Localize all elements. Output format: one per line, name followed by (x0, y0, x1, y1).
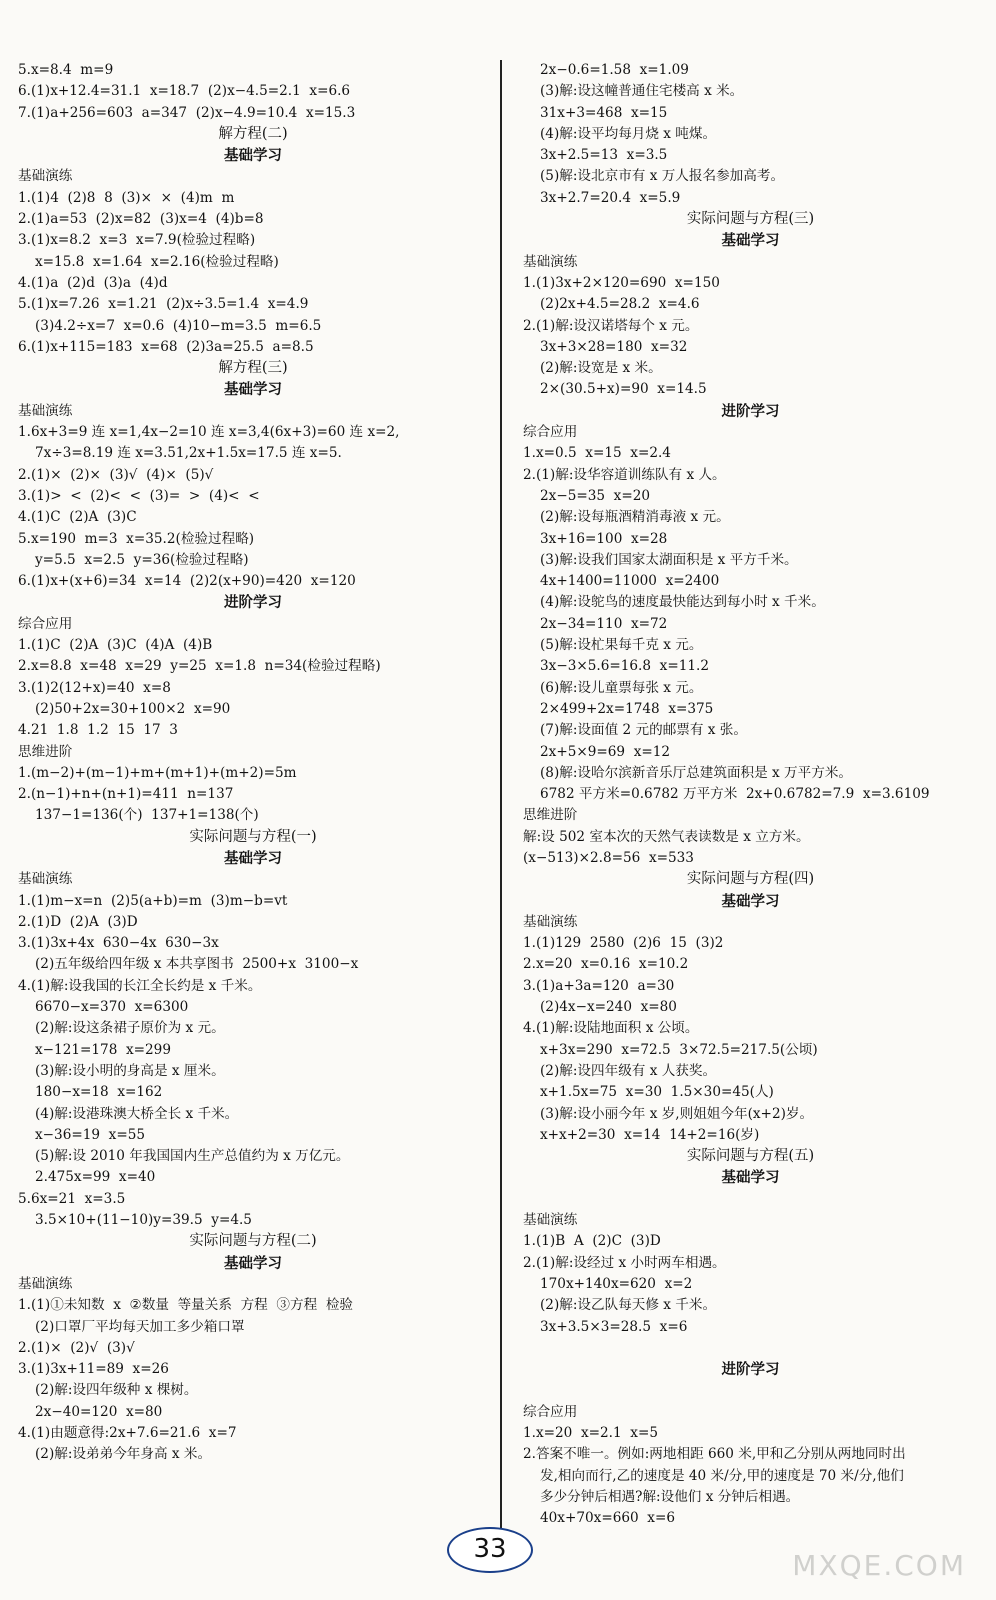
answer-line: 2x−34=110 x=72 (540, 615, 668, 632)
answer-line: 5.x=8.4 m=9 (18, 62, 114, 78)
answer-line: 4.(1)解:设陆地面积 x 公顷。 (523, 1020, 699, 1037)
answer-line: x+1.5x=75 x=30 1.5×30=45(人) (540, 1084, 774, 1101)
answer-line: (3)解:设这幢普通住宅楼高 x 米。 (540, 83, 744, 100)
subsection-heading: 基础学习 (224, 1254, 282, 1272)
answer-line: (2)解:设四年级种 x 棵树。 (35, 1382, 198, 1399)
answer-line: 3x+2.7=20.4 x=5.9 (540, 189, 681, 206)
answer-line: 7.(1)a+256=603 a=347 (2)x−4.9=10.4 x=15.3 (18, 104, 356, 121)
answer-line: 1.(1)3x+2×120=690 x=150 (523, 274, 720, 291)
subsection-heading: 基础学习 (224, 849, 282, 867)
answer-line: 3.(1)a+3a=120 a=30 (523, 977, 675, 994)
answer-line (523, 1338, 978, 1359)
answer-line: y=5.5 x=2.5 y=36(检验过程略) (35, 551, 249, 568)
answer-line: x+3x=290 x=72.5 3×72.5=217.5(公顷) (540, 1041, 818, 1058)
exercise-label: 基础演练 (18, 402, 73, 419)
exercise-label: 基础演练 (18, 168, 73, 185)
subsection-heading: 进阶学习 (721, 1361, 780, 1379)
answer-line: 发,相向而行,乙的速度是 40 米/分,甲的速度是 70 米/分,他们 (540, 1467, 904, 1484)
answer-line: 3.(1)x=8.2 x=3 x=7.9(检验过程略) (18, 232, 256, 249)
answer-line: (x−513)×2.8=56 x=533 (523, 849, 694, 866)
answer-line: (2)解:设这条裙子原价为 x 元。 (35, 1020, 225, 1037)
section-title: 实际问题与方程(四) (686, 871, 815, 888)
answer-line: (5)解:设北京市有 x 万人报名参加高考。 (540, 168, 785, 185)
answer-line: 1.(1)m−x=n (2)5(a+b)=m (3)m−b=vt (18, 892, 288, 909)
answer-line: (2)解:设每瓶酒精消毒液 x 元。 (540, 509, 730, 526)
answer-line: (4)解:设港珠澳大桥全长 x 千米。 (35, 1105, 239, 1122)
answer-line: (8)解:设哈尔滨新音乐厅总建筑面积是 x 万平方米。 (540, 764, 853, 781)
answer-line: 2×499+2x=1748 x=375 (540, 700, 714, 717)
answer-line: 4x+1400=11000 x=2400 (540, 573, 720, 590)
section-title: 解方程(三) (218, 360, 288, 377)
exercise-label: 基础演练 (523, 253, 578, 270)
answer-line: 3x+3.5×3=28.5 x=6 (540, 1318, 688, 1335)
section-title: 实际问题与方程(三) (686, 211, 815, 228)
answer-line: 40x+70x=660 x=6 (540, 1510, 676, 1527)
subsection-heading: 基础学习 (224, 147, 282, 165)
subsection-heading: 进阶学习 (721, 402, 780, 420)
answer-line: 3x+3×28=180 x=32 (540, 338, 688, 355)
answer-line: 2.(n−1)+n+(n+1)=411 n=137 (18, 786, 234, 803)
answer-line: 170x+140x=620 x=2 (540, 1275, 693, 1292)
answer-line: (2)2x+4.5=28.2 x=4.6 (540, 296, 700, 313)
answer-line: 3x−3×5.6=16.8 x=11.2 (540, 658, 709, 675)
answer-line: (2)解:设宽是 x 米。 (540, 360, 662, 377)
answer-line: (5)解:设 2010 年我国国内生产总值约为 x 万亿元。 (35, 1148, 350, 1165)
answer-line: (2)解:设乙队每天修 x 千米。 (540, 1297, 717, 1314)
answer-line: 6670−x=370 x=6300 (35, 999, 189, 1016)
answer-line: 2.答案不唯一。例如:两地相距 660 米,甲和乙分别从两地同时出 (523, 1446, 906, 1463)
answer-line: 2.(1)D (2)A (3)D (18, 913, 138, 930)
answer-line: 1.x=0.5 x=15 x=2.4 (523, 445, 671, 462)
answer-line: 1.(1)C (2)A (3)C (4)A (4)B (18, 637, 213, 654)
exercise-label: 思维进阶 (18, 743, 73, 760)
answer-line: 5.(1)x=7.26 x=1.21 (2)x÷3.5=1.4 x=4.9 (18, 296, 309, 313)
answer-line: 5.6x=21 x=3.5 (18, 1190, 126, 1207)
answer-line: 3x+2.5=13 x=3.5 (540, 147, 668, 164)
answer-line: (2)50+2x=30+100×2 x=90 (35, 700, 231, 717)
answer-line: x−121=178 x=299 (35, 1041, 171, 1058)
answer-line: 2.(1)a=53 (2)x=82 (3)x=4 (4)b=8 (18, 211, 264, 228)
section-title: 实际问题与方程(五) (686, 1148, 815, 1165)
column-divider (500, 60, 502, 1528)
exercise-label: 基础演练 (18, 1275, 73, 1292)
subsection-heading: 进阶学习 (224, 594, 282, 612)
exercise-label: 基础演练 (523, 913, 578, 930)
answer-line: 2.(1)解:设汉诺塔每个 x 元。 (523, 317, 699, 334)
answer-line: 1.(1)129 2580 (2)6 15 (3)2 (523, 935, 724, 952)
subsection-heading: 基础学习 (721, 232, 780, 250)
answer-line: (7)解:设面值 2 元的邮票有 x 张。 (540, 722, 747, 739)
left-column (18, 60, 488, 1466)
answer-line: 3.(1)2(12+x)=40 x=8 (18, 679, 171, 696)
answer-line: x−36=19 x=55 (35, 1126, 146, 1143)
answer-line: 3.(1)3x+4x 630−4x 630−3x (18, 935, 219, 952)
answer-line: 3.5×10+(11−10)y=39.5 y=4.5 (35, 1212, 252, 1229)
answer-line: (2)口罩厂平均每天加工多少箱口罩 (35, 1318, 245, 1335)
answer-line: 2x−40=120 x=80 (35, 1403, 163, 1420)
answer-line: (2)五年级给四年级 x 本共享图书 2500+x 3100−x (35, 956, 359, 973)
answer-line: 3.(1)3x+11=89 x=26 (18, 1361, 169, 1378)
section-title: 实际问题与方程(二) (189, 1233, 317, 1250)
answer-line: 6.(1)x+12.4=31.1 x=18.7 (2)x−4.5=2.1 x=6.6 (18, 83, 351, 100)
answer-line: (3)解:设我们国家太湖面积是 x 平方千米。 (540, 551, 798, 568)
answer-line: (2)解:设四年级有 x 人获奖。 (540, 1062, 717, 1079)
exercise-label: 思维进阶 (523, 807, 578, 824)
answer-line: (4)解:设平均每月烧 x 吨煤。 (540, 125, 717, 142)
answer-line: 31x+3=468 x=15 (540, 104, 668, 121)
answer-line: 多少分钟后相遇?解:设他们 x 分钟后相遇。 (540, 1488, 800, 1505)
answer-line: 1.(m−2)+(m−1)+m+(m+1)+(m+2)=5m (18, 764, 297, 781)
answer-line: (2)4x−x=240 x=80 (540, 999, 677, 1016)
answer-line: (5)解:设杧果每千克 x 元。 (540, 637, 703, 654)
answer-line: 6.(1)x+(x+6)=34 x=14 (2)2(x+90)=420 x=120 (18, 573, 356, 590)
answer-line: 解:设 502 室本次的天然气表读数是 x 立方米。 (523, 828, 810, 845)
subsection-heading: 基础学习 (224, 381, 282, 399)
exercise-label: 综合应用 (523, 1403, 578, 1420)
answer-line: 4.21 1.8 1.2 15 17 3 (18, 722, 178, 739)
subsection-heading: 基础学习 (721, 1169, 780, 1187)
answer-line: 2x−5=35 x=20 (540, 487, 651, 504)
answer-line: 6782 平方米=0.6782 万平方米 2x+0.6782=7.9 x=3.6109 (540, 786, 930, 803)
answer-line: 3x+16=100 x=28 (540, 530, 668, 547)
answer-line: 2×(30.5+x)=90 x=14.5 (540, 381, 707, 398)
section-title: 实际问题与方程(一) (189, 828, 317, 845)
answer-line: 6.(1)x+115=183 x=68 (2)3a=25.5 a=8.5 (18, 338, 314, 355)
answer-line (523, 1189, 978, 1210)
answer-line: 2.x=8.8 x=48 x=29 y=25 x=1.8 n=34(检验过程略) (18, 658, 381, 675)
answer-line: 1.(1)4 (2)8 8 (3)× × (4)m m (18, 189, 235, 206)
answer-line: 4.(1)C (2)A (3)C (18, 509, 137, 526)
answer-line: 2.(1)解:设华容道训练队有 x 人。 (523, 466, 726, 483)
answer-line: 5.x=190 m=3 x=35.2(检验过程略) (18, 530, 255, 547)
answer-line: 137−1=136(个) 137+1=138(个) (35, 807, 259, 824)
answer-line: 1.(1)B A (2)C (3)D (523, 1233, 661, 1250)
answer-line: 2.475x=99 x=40 (35, 1169, 156, 1186)
answer-line: (3)解:设小明的身高是 x 厘米。 (35, 1062, 225, 1079)
answer-line: 2.x=20 x=0.16 x=10.2 (523, 956, 689, 973)
subsection-heading: 基础学习 (721, 892, 780, 910)
answer-line: 2.(1)解:设经过 x 小时两车相遇。 (523, 1254, 726, 1271)
answer-line: 7x÷3=8.19 连 x=3.51,2x+1.5x=17.5 连 x=5. (35, 445, 342, 462)
answer-line: 4.(1)解:设我国的长江全长约是 x 千米。 (18, 977, 262, 994)
exercise-label: 综合应用 (523, 424, 578, 441)
answer-line: (6)解:设儿童票每张 x 元。 (540, 679, 703, 696)
answer-line: 2x−0.6=1.58 x=1.09 (540, 62, 689, 78)
answer-line: 2.(1)× (2)× (3)√ (4)× (5)√ (18, 466, 214, 483)
answer-line: 1.6x+3=9 连 x=1,4x−2=10 连 x=3,4(6x+3)=60 连 x=2, (18, 424, 400, 441)
answer-line: 2x+5×9=69 x=12 (540, 743, 671, 760)
answer-line: (3)解:设小丽今年 x 岁,则姐姐今年(x+2)岁。 (540, 1105, 814, 1122)
answer-line: 180−x=18 x=162 (35, 1084, 163, 1101)
answer-line: x=15.8 x=1.64 x=2.16(检验过程略) (35, 253, 279, 270)
answer-line: 2.(1)× (2)√ (3)√ (18, 1339, 135, 1356)
answer-line: (4)解:设鸵鸟的速度最快能达到每小时 x 千米。 (540, 594, 825, 611)
answer-line: (3)4.2÷x=7 x=0.6 (4)10−m=3.5 m=6.5 (35, 317, 322, 334)
exercise-label: 综合应用 (18, 615, 73, 632)
page-number: 33 (447, 1527, 533, 1573)
answer-line (523, 1380, 978, 1401)
answer-line: 3.(1)> < (2)< < (3)= > (4)< < (18, 487, 260, 504)
answer-line: x+x+2=30 x=14 14+2=16(岁) (540, 1126, 760, 1143)
answer-line: (2)解:设弟弟今年身高 x 米。 (35, 1446, 212, 1463)
answer-line: 4.(1)由题意得:2x+7.6=21.6 x=7 (18, 1425, 237, 1441)
section-title: 解方程(二) (218, 125, 288, 142)
watermark-logo: MXQE.COM (792, 1549, 966, 1582)
right-column (523, 60, 978, 1529)
exercise-label: 基础演练 (18, 871, 73, 888)
answer-line: 4.(1)a (2)d (3)a (4)d (18, 274, 168, 291)
answer-line: 1.x=20 x=2.1 x=5 (523, 1425, 658, 1441)
answer-line: 1.(1)①未知数 x ②数量 等量关系 方程 ③方程 检验 (18, 1297, 354, 1314)
exercise-label: 基础演练 (523, 1212, 578, 1229)
